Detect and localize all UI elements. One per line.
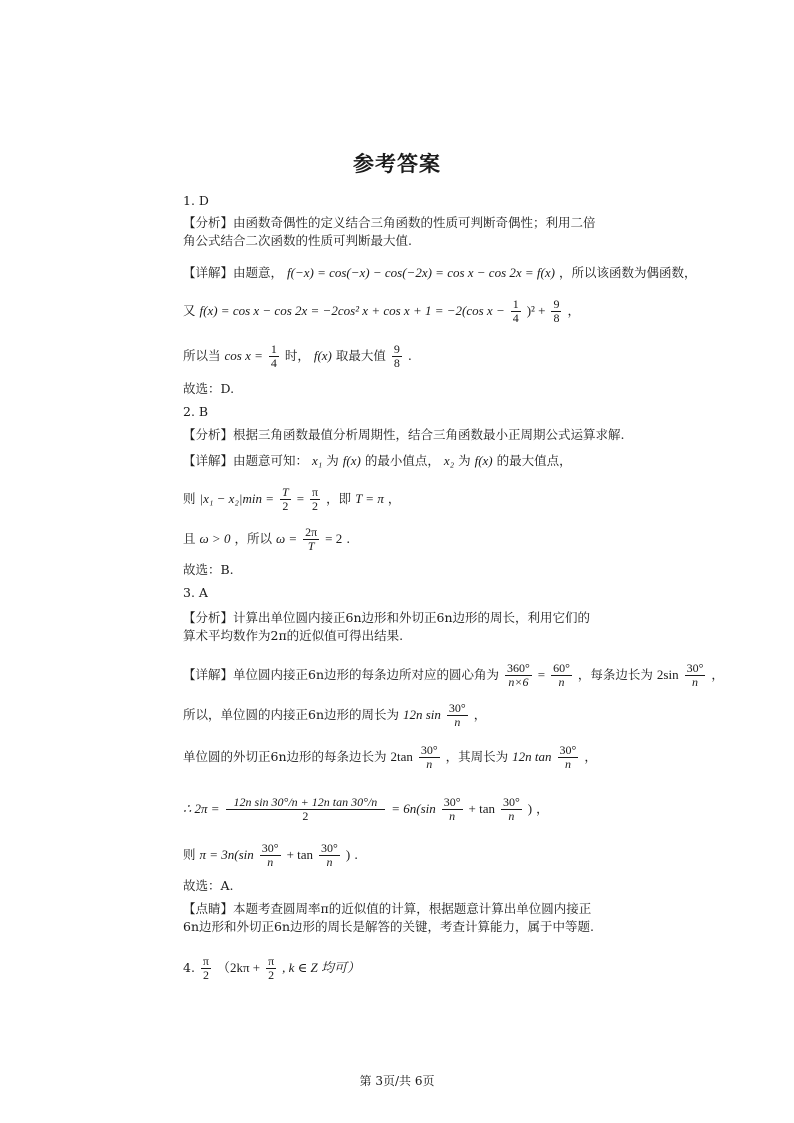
q2-number: 2. B	[183, 404, 209, 419]
q3-d5-fraction-a: $\frac{30^\circ}{n}$	[261, 841, 279, 869]
q3-d3-a: 单位圆的外切正6n边形的每条边长为	[183, 749, 387, 764]
q3-comment: 【点睛】本题考查圆周率π的近似值的计算，根据题意计算出单位圆内接正6n边形和外切正6n边形的周长是解答的关键，考查计算能力，属于中等题.	[183, 901, 594, 934]
q3-analysis: 【分析】计算出单位圆内接正6n边形和外切正6n边形的周长，利用它们的算术平均数作为2π的近似值可得出结果.	[183, 610, 591, 643]
q1-detail-line2	[183, 298, 580, 325]
q3-d3-c: ，其周长为	[445, 749, 509, 764]
page-title: 参考答案	[353, 152, 441, 176]
q3-detail-line2	[183, 702, 486, 729]
q3-d5-c: + tan	[286, 847, 314, 862]
q3-number: 3. A	[183, 585, 208, 600]
q2-detail-c: 的最小值点，	[364, 453, 440, 468]
q2-detail-line1	[183, 452, 572, 470]
q3-d4-b: = 6n(sin	[391, 801, 436, 816]
q2-l2-d: ，	[387, 491, 401, 506]
q3-detail-line5	[183, 842, 358, 869]
q3-d4-big-fraction: $\frac{\text{12n sin 30°/n + 12n tan 30°/n}}{2}$	[226, 796, 386, 823]
q3-d4-c: + tan	[468, 801, 496, 816]
q3-d1-fraction-c: $\frac{30^\circ}{n}$	[686, 661, 704, 689]
q2-detail-fx2: f(x)	[474, 453, 493, 468]
q2-l2-fraction-b: $\frac{\pi}{2}$	[312, 485, 319, 513]
q3-d3-b: 2tan	[390, 749, 413, 764]
page-footer: 第 3页/共 6页	[359, 1074, 435, 1088]
q3-d3-d: 12n tan	[512, 749, 552, 764]
q3-d5-d: )	[345, 847, 351, 862]
q1-l2-mid: )² +	[526, 303, 546, 318]
q2-answer: 故选：B.	[183, 562, 234, 577]
q2-detail-x1: x₁	[312, 453, 323, 468]
q3-d1-a: 【详解】单位圆内接正6n边形的每条边所对应的圆心角为	[183, 667, 500, 682]
q2-l3-c: ，所以	[234, 531, 272, 546]
q4-line	[183, 955, 360, 982]
q2-detail-d: 为	[458, 453, 471, 468]
q3-d1-b: ，每条边长为	[577, 667, 653, 682]
q4-fraction-b: $\frac{\pi}{2}$	[268, 954, 275, 982]
q3-d2-b: 12n sin	[403, 707, 441, 722]
q4-a: （2kπ +	[216, 960, 261, 975]
q3-d1-fraction-a: $\frac{360^\circ}{n\times 6}$	[507, 661, 530, 689]
q2-l3-b: ω > 0	[199, 531, 231, 546]
q3-d2-end: ，	[473, 707, 487, 722]
q2-l2-b: ，即	[326, 491, 352, 506]
q3-d4-fraction-a: $\frac{30^\circ}{n}$	[443, 795, 461, 823]
q1-l3-fraction-b: $\frac{9}{8}$	[393, 342, 400, 370]
q2-l3-a: 且	[183, 531, 196, 546]
q1-l3-end: .	[407, 348, 412, 363]
q3-detail-line1	[183, 662, 724, 689]
q1-analysis: 【分析】由函数奇偶性的定义结合三角函数的性质可判断奇偶性；利用二倍角公式结合二次函数的性质可判断最大值.	[183, 215, 596, 248]
q3-d2-a: 所以，单位圆的内接正6n边形的周长为	[183, 707, 400, 722]
q3-d5-a: 则	[183, 847, 196, 862]
q3-d5-b: π = 3n(sin	[199, 847, 254, 862]
q1-detail-tail: ，所以该函数为偶函数，	[558, 265, 697, 280]
q3-d4-d: )	[527, 801, 533, 816]
q1-l2-end: ，	[567, 303, 580, 318]
q1-detail-line3	[183, 343, 412, 370]
q2-analysis: 【分析】根据三角函数最值分析周期性，结合三角函数最小正周期公式运算求解.	[183, 427, 625, 442]
q2-detail-a: 【详解】由题意可知：	[183, 453, 309, 468]
q2-detail-fx: f(x)	[342, 453, 361, 468]
q2-detail-line2	[183, 486, 400, 513]
q2-detail-line3	[183, 526, 350, 553]
q2-l2-fraction-a: $\frac{T}{2}$	[282, 485, 289, 513]
q2-l3-end: .	[346, 531, 351, 546]
q3-d1-fraction-b: $\frac{60^\circ}{n}$	[553, 661, 570, 689]
q3-d4-fraction-b: $\frac{30^\circ}{n}$	[503, 795, 520, 823]
q3-d2-fraction: $\frac{30^\circ}{n}$	[448, 701, 466, 729]
q3-d3-fraction-b: $\frac{30^\circ}{n}$	[559, 743, 577, 771]
q1-l3-d: f(x)	[313, 348, 332, 363]
q1-detail-eq: f(−x) = cos(−x) − cos(−2x) = cos x − cos 2x = f(x)	[287, 265, 555, 280]
q3-d5-end: .	[354, 847, 359, 862]
q2-l2-eq2: =	[296, 491, 305, 506]
q2-l3-d: ω =	[275, 531, 298, 546]
q1-answer: 故选：D.	[183, 381, 235, 396]
q3-answer: 故选：A.	[183, 878, 234, 893]
q3-d1-end: ，	[711, 667, 724, 682]
q3-detail-line3	[183, 744, 597, 771]
q3-d4-a: ∴ 2π =	[183, 801, 220, 816]
q1-l3-b: cos x =	[224, 348, 263, 363]
q1-l2-eq: f(x) = cos x − cos 2x = −2cos² x + cos x + 1 = −2(cos x −	[199, 303, 505, 318]
q3-d1-c: 2sin	[656, 667, 679, 682]
q4-fraction-a: $\frac{\pi}{2}$	[202, 954, 209, 982]
q4-number: 4.	[183, 960, 195, 975]
q1-l3-e: 取最大值	[335, 348, 386, 363]
q1-l3-a: 所以当	[183, 348, 221, 363]
q2-detail-e: 的最大值点，	[496, 453, 572, 468]
q3-d5-fraction-b: $\frac{30^\circ}{n}$	[321, 841, 338, 869]
q1-detail-head: 【详解】由题意，	[183, 265, 284, 280]
q3-detail-line4	[183, 796, 549, 823]
q1-number: 1. D	[183, 193, 209, 208]
q2-l3-e: = 2	[325, 531, 343, 546]
q2-l2-c: T = π	[355, 491, 384, 506]
q1-l2-prefix: 又	[183, 303, 196, 318]
q3-d4-end: ，	[536, 801, 549, 816]
q1-l2-fraction-a: $\frac{1}{4}$	[512, 297, 519, 325]
q2-detail-x2: x₂	[443, 453, 455, 468]
q2-l2-eq: |x₁ − x₂|min =	[199, 491, 275, 506]
q2-l2-a: 则	[183, 491, 196, 506]
q4-b: , k ∈ Z 均可）	[282, 960, 361, 975]
q1-l2-fraction-b: $\frac{9}{8}$	[553, 297, 560, 325]
q1-l3-c: 时，	[284, 348, 310, 363]
q1-detail-line1	[183, 264, 696, 282]
q1-l3-fraction-a: $\frac{1}{4}$	[270, 342, 277, 370]
q2-detail-b: 为	[326, 453, 339, 468]
q3-d3-fraction-a: $\frac{30^\circ}{n}$	[420, 743, 438, 771]
q2-l3-fraction: $\frac{2\pi}{T}$	[305, 525, 318, 553]
q3-d3-end: ，	[584, 749, 597, 764]
q3-d1-eq: =	[537, 667, 546, 682]
